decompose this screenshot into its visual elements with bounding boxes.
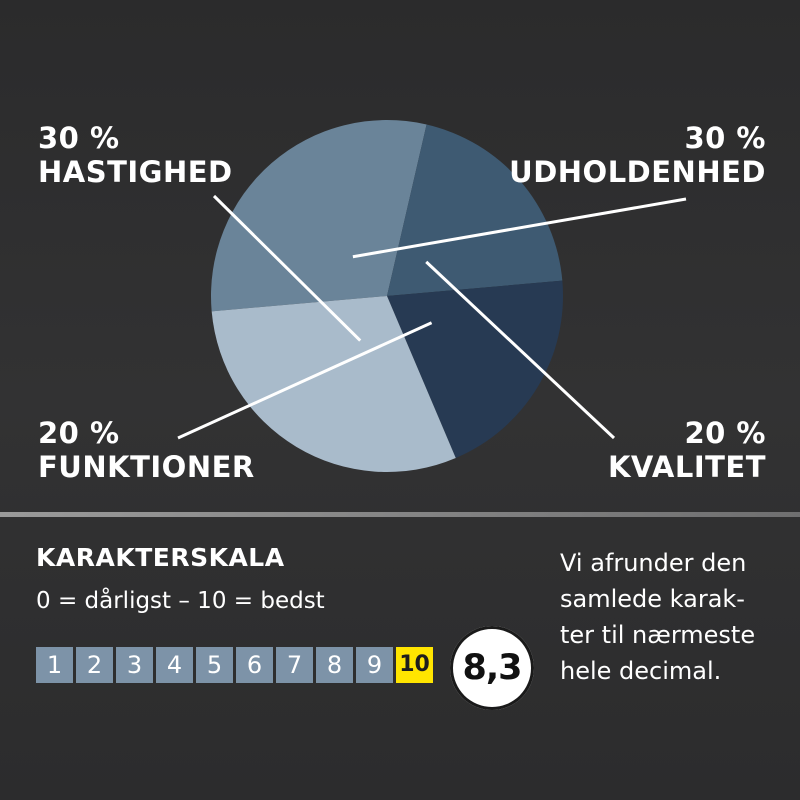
grade-scale: [36, 647, 433, 683]
note-line: hele decimal.: [560, 657, 722, 685]
scale-cell-5: 5: [196, 647, 233, 683]
label-hastighed: [38, 121, 233, 189]
rounding-note: [560, 545, 790, 689]
scale-cell-6: 6: [236, 647, 273, 683]
score-badge: 8,3: [450, 626, 534, 710]
scale-cell-7: 7: [276, 647, 313, 683]
kvalitet-percent: 20 %: [684, 416, 766, 450]
funktioner-name: FUNKTIONER: [38, 450, 255, 484]
scale-cell-10: 10: [396, 647, 433, 683]
section-divider: [0, 512, 800, 517]
hastighed-name: HASTIGHED: [38, 155, 233, 189]
scale-subtitle: 0 = dårligst – 10 = bedst: [36, 588, 325, 614]
scale-cell-8: 8: [316, 647, 353, 683]
udholdenhed-name: UDHOLDENHED: [509, 155, 766, 189]
udholdenhed-percent: 30 %: [684, 121, 766, 155]
scale-cell-4: 4: [156, 647, 193, 683]
scale-cell-1: 1: [36, 647, 73, 683]
scale-cell-3: 3: [116, 647, 153, 683]
scale-cell-9: 9: [356, 647, 393, 683]
note-line: Vi afrunder den: [560, 549, 747, 577]
hastighed-percent: 30 %: [38, 121, 120, 155]
kvalitet-name: KVALITET: [607, 450, 766, 484]
note-line: samlede karak-: [560, 585, 745, 613]
scale-title: KARAKTERSKALA: [36, 543, 285, 572]
label-kvalitet: [608, 416, 766, 484]
funktioner-percent: 20 %: [38, 416, 120, 450]
label-funktioner: [38, 416, 255, 484]
scale-cell-2: 2: [76, 647, 113, 683]
note-line: ter til nærmeste: [560, 621, 756, 649]
label-udholdenhed: [509, 121, 766, 189]
